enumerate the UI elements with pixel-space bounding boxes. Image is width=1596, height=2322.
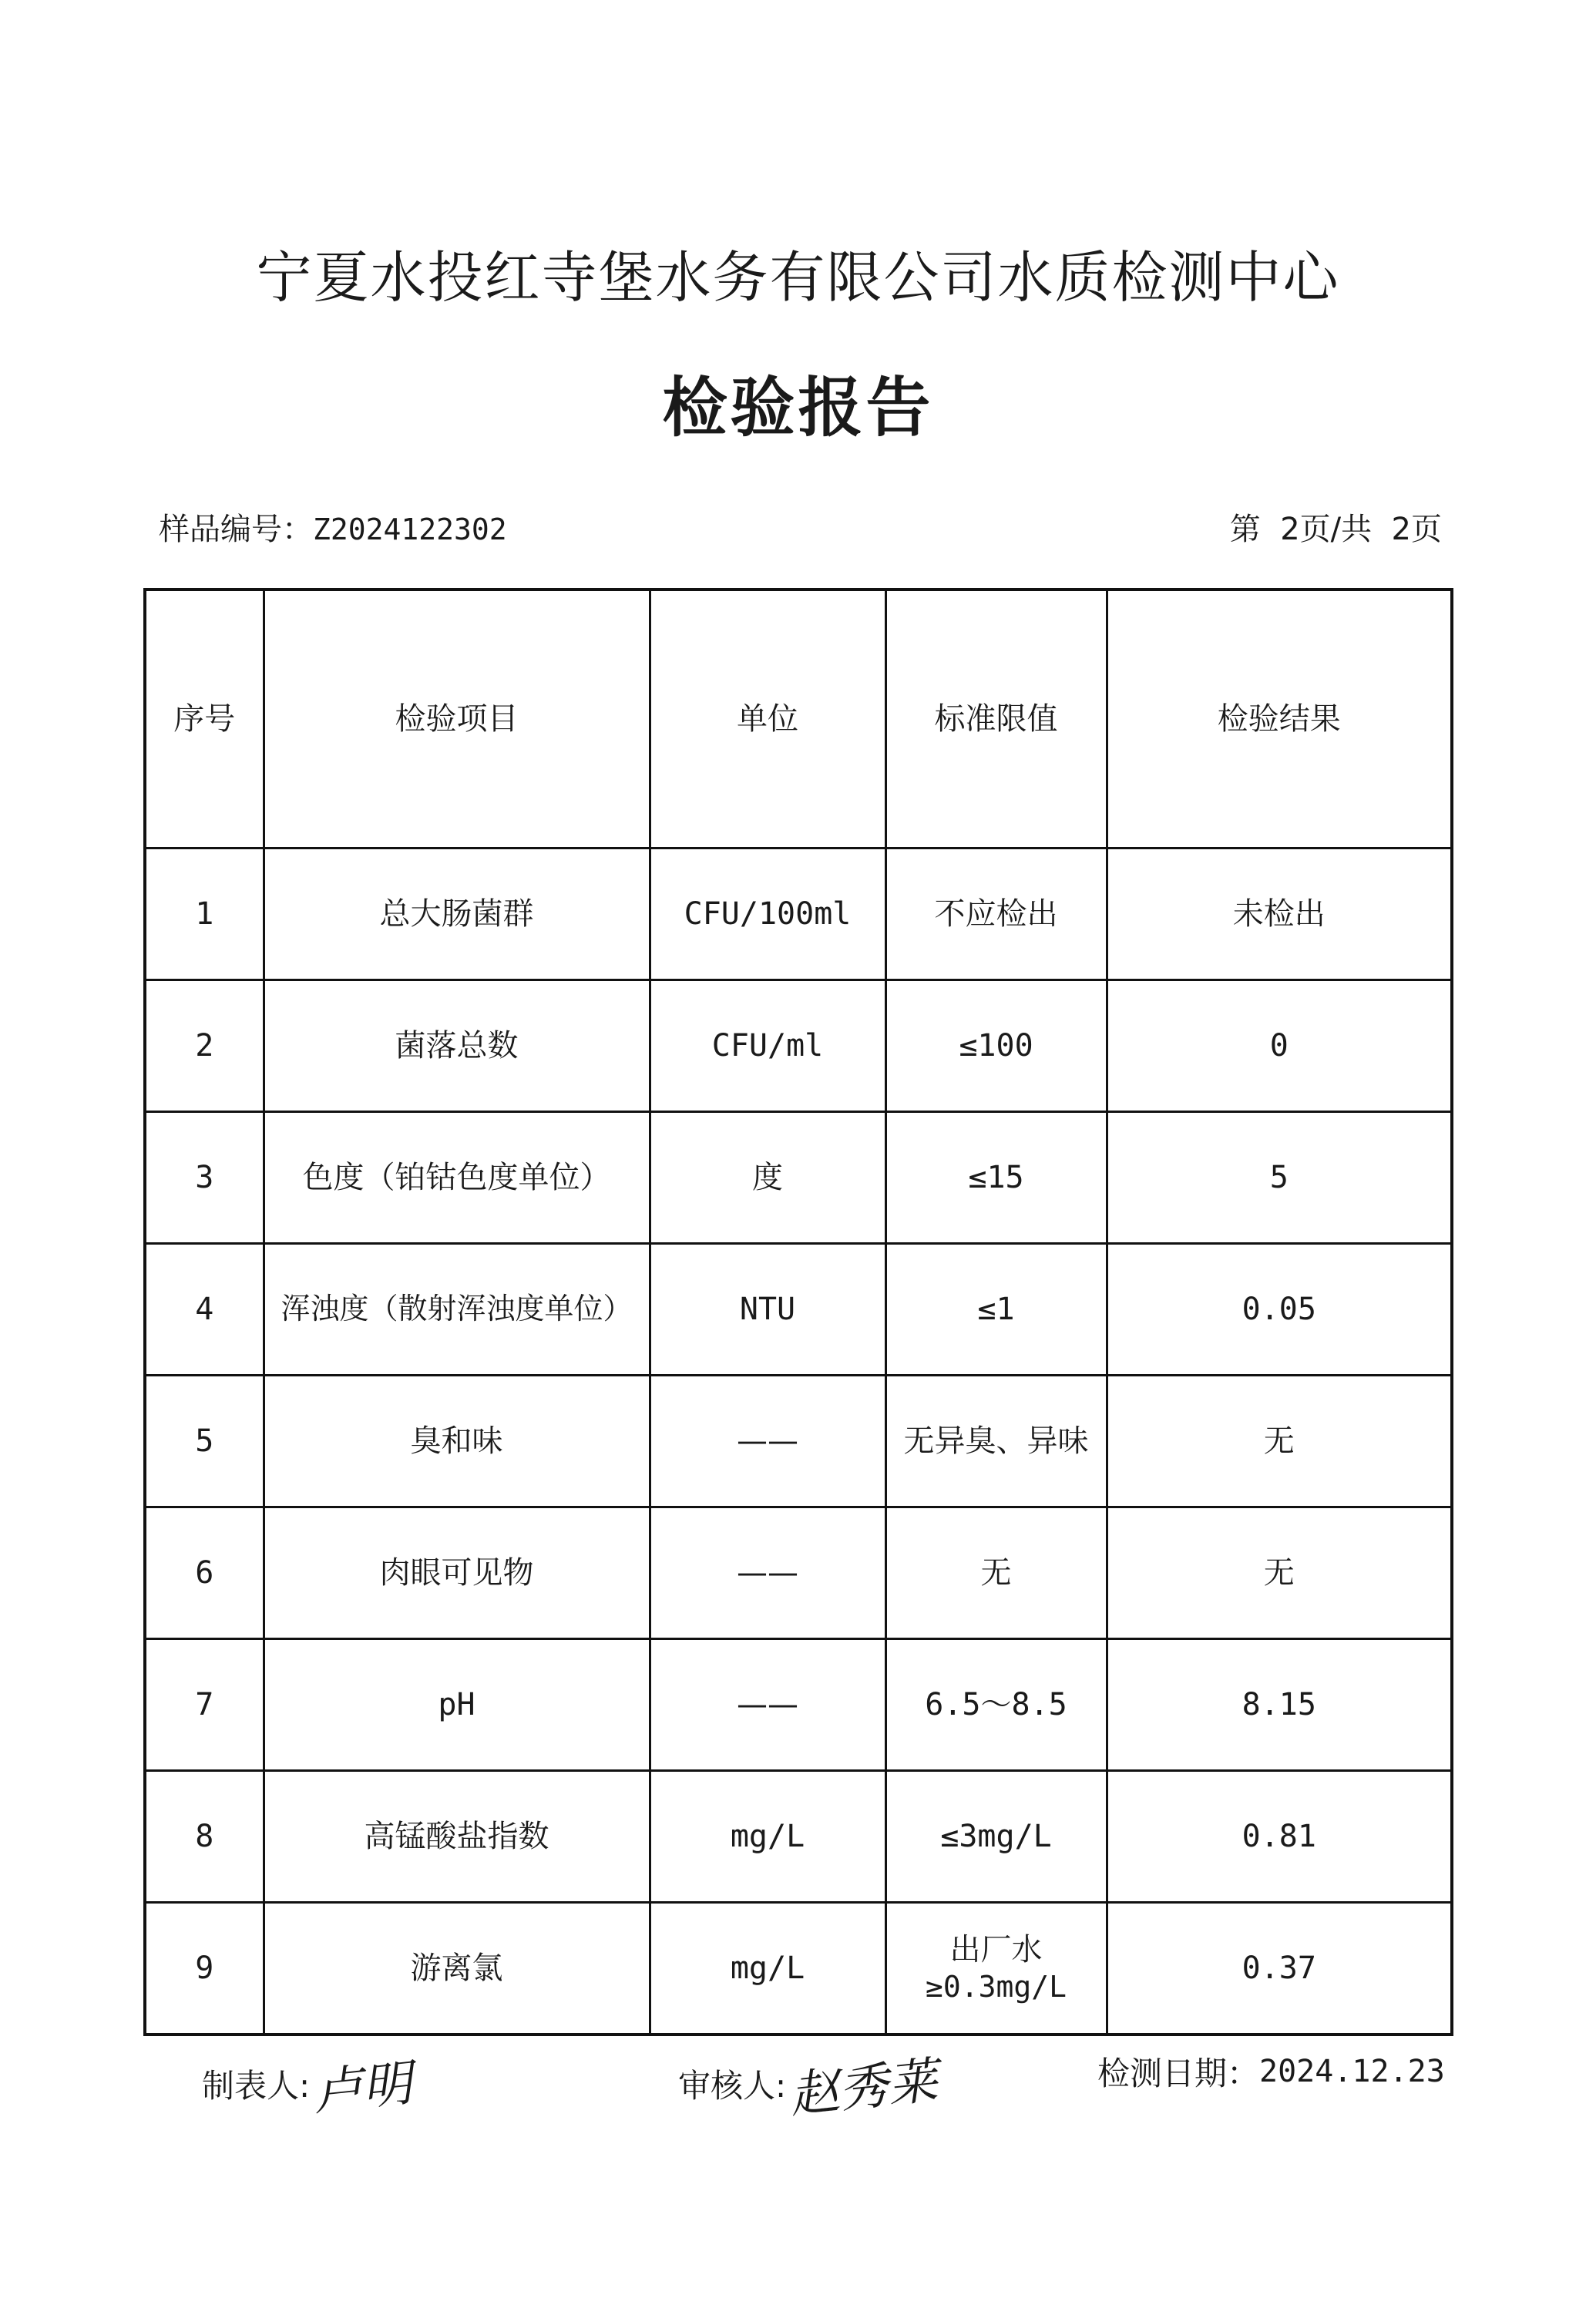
row-item: 色度（铂钴色度单位） [264,1112,650,1244]
row-result: 0.81 [1107,1771,1452,1903]
row-limit: 6.5～8.5 [885,1639,1107,1771]
header-item: 检验项目 [264,590,650,848]
row-result: 8.15 [1107,1639,1452,1771]
reviewer-label: 审核人: [678,2067,787,2105]
preparer-label: 制表人: [202,2067,311,2105]
table-row [145,1112,1452,1244]
row-unit: mg/L [650,1771,885,1903]
row-unit: mg/L [650,1903,885,2035]
row-no: 9 [145,1903,264,2035]
row-limit-line1: 出厂水 [949,1932,1043,1968]
row-result: 0.37 [1107,1903,1452,2035]
row-item: 菌落总数 [264,980,650,1112]
table-header-row [145,590,1452,848]
row-unit: NTU [650,1244,885,1376]
row-limit: 不应检出 [885,848,1107,980]
row-unit: —— [650,1639,885,1771]
row-no: 4 [145,1244,264,1376]
row-unit: 度 [650,1112,885,1244]
page-info-text: 第 2页/共 2页 [1229,512,1442,547]
sample-number-value: Z2024122302 [313,512,507,546]
row-no: 1 [145,848,264,980]
table-row [145,1507,1452,1639]
row-item: 浑浊度（散射浑浊度单位） [264,1244,650,1376]
row-limit: 无 [885,1507,1107,1639]
row-item: 游离氯 [264,1903,650,2035]
header-unit: 单位 [650,590,885,848]
page-info [1230,505,1442,549]
row-result: 0.05 [1107,1244,1452,1376]
test-date-value: 2024.12.23 [1259,2054,1445,2089]
row-item: 臭和味 [264,1376,650,1507]
row-limit: ≤15 [885,1112,1107,1244]
row-item: 高锰酸盐指数 [264,1771,650,1903]
table-row [145,1639,1452,1771]
table-row [145,980,1452,1112]
reviewer-signature: 赵秀莱 [787,2052,941,2125]
row-result: 未检出 [1107,848,1452,980]
row-unit: CFU/ml [650,980,885,1112]
row-unit: CFU/100ml [650,848,885,980]
row-result: 5 [1107,1112,1452,1244]
table-row [145,848,1452,980]
sample-number-label: 样品编号： [159,512,313,547]
table-row [145,1244,1452,1376]
header-no: 序号 [145,590,264,848]
row-no: 7 [145,1639,264,1771]
test-date-field [1097,2048,1445,2095]
reviewer-field [678,2048,941,2125]
row-item: 肉眼可见物 [264,1507,650,1639]
row-no: 8 [145,1771,264,1903]
header-limit: 标准限值 [885,590,1107,848]
row-limit: ≤3mg/L [885,1771,1107,1903]
row-item: pH [264,1639,650,1771]
report-title: 检验报告 [662,370,934,445]
preparer-signature: 卢明 [311,2055,415,2122]
row-limit-line2: ≥0.3mg/L [925,1970,1067,2004]
table-row [145,1903,1452,2035]
preparer-field [202,2048,415,2122]
row-result: 无 [1107,1376,1452,1507]
header-result: 检验结果 [1107,590,1452,848]
table-row [145,1376,1452,1507]
row-no: 5 [145,1376,264,1507]
row-no: 3 [145,1112,264,1244]
row-unit: —— [650,1507,885,1639]
row-limit: ≤100 [885,980,1107,1112]
organization-title: 宁夏水投红寺堡水务有限公司水质检测中心 [256,245,1340,310]
row-limit: ≤1 [885,1244,1107,1376]
row-result: 无 [1107,1507,1452,1639]
table-row [145,1771,1452,1903]
test-date-label: 检测日期： [1097,2055,1260,2092]
sample-number-line [159,505,507,549]
row-limit: 无异臭、异味 [885,1376,1107,1507]
row-limit [885,1903,1107,2035]
row-no: 6 [145,1507,264,1639]
row-item: 总大肠菌群 [264,848,650,980]
row-result: 0 [1107,980,1452,1112]
row-unit: —— [650,1376,885,1507]
results-table [143,588,1453,2036]
row-no: 2 [145,980,264,1112]
